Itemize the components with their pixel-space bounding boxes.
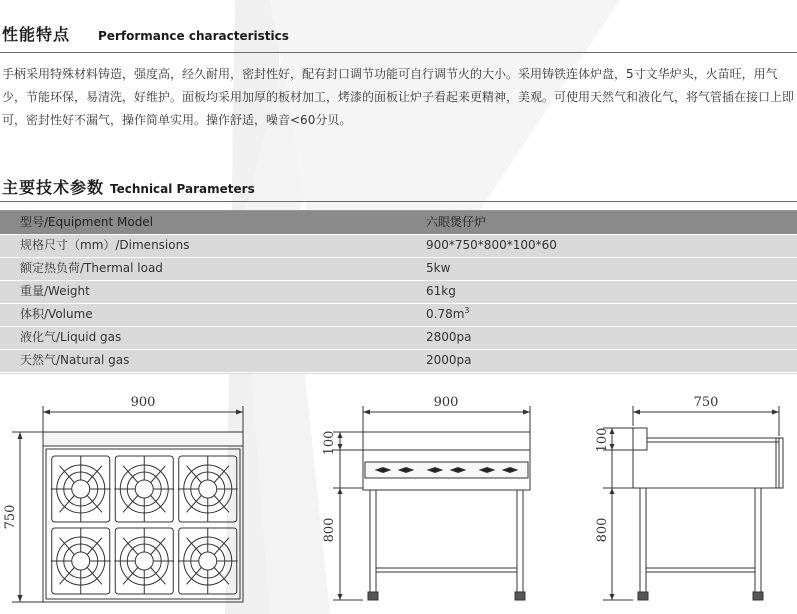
spec-row-weight [0,280,797,304]
spec-row-thermal-load [0,257,797,281]
performance-paragraph: 手柄采用特殊材料铸造，强度高，经久耐用，密封性好，配有封口调节功能可自行调节火的大小。采用铸铁连体炉盘，5寸文华炉头，火苗旺，用气少，节能环保，易清洗，好维护。面板均采用加厚的板材加工，烤漆的面板让炉子看起来更精神，美观。可使用天然气和液化气，将气管插在接口上即可，密封性好不漏气，操作简单实用。操作舒适，噪音<60分贝。 [2,67,795,127]
technical-heading [2,175,255,198]
technical-title-en: Technical Parameters [110,182,255,196]
front-view-width-label: 900 [433,395,459,410]
spec-label: 体积/Volume [20,307,93,321]
side-view-depth-label: 750 [693,395,719,410]
spec-table [0,210,797,374]
front-view-backsplash-label: 100 [322,430,337,456]
top-view-width-label: 900 [130,395,156,410]
spec-row-dimensions [0,234,797,258]
burner-grate [114,528,174,594]
spec-label: 重量/Weight [20,284,90,298]
technical-divider [0,201,797,202]
performance-title-cn: 性能特点 [2,25,71,44]
spec-value: 5kw [426,261,451,275]
spec-value: $0.78m^3$ [426,306,470,321]
volume-superscript: 3 [464,306,470,315]
performance-heading [2,22,289,45]
spec-label: 型号/Equipment Model [20,215,154,229]
spec-label: 额定热负荷/Thermal load [20,261,163,275]
front-view-height-label: 800 [322,517,337,543]
spec-value: 900*750*800*100*60 [426,238,557,252]
spec-label: 液化气/Liquid gas [20,330,122,344]
spec-label: 天然气/Natural gas [20,353,130,367]
spec-row-natural-gas [0,349,797,373]
front-view-drawing [322,395,530,600]
burner-grate [51,456,111,522]
spec-label: 规格尺寸（mm）/Dimensions [20,238,190,252]
technical-title-cn: 主要技术参数 [2,178,105,197]
burner-grate [178,456,238,522]
spec-value: 61kg [426,284,456,298]
side-view-backsplash-label: 100 [595,427,610,453]
burner-grate [178,528,238,594]
spec-value: 2800pa [426,330,472,344]
burner-grate [51,528,111,594]
performance-divider [0,52,797,53]
burner-grid [51,456,238,594]
spec-row-liquid-gas [0,326,797,350]
burner-grate [114,456,174,522]
top-view-drawing [3,395,243,602]
spec-row-volume [0,303,797,327]
side-view-height-label: 800 [595,517,610,543]
top-view-depth-label: 750 [3,504,18,530]
performance-title-en: Performance characteristics [98,29,289,43]
spec-value: 六眼煲仔炉 [426,215,487,229]
technical-drawings [0,392,797,614]
spec-row-model [0,211,797,235]
spec-value: 2000pa [426,353,472,367]
side-view-drawing [595,395,783,600]
